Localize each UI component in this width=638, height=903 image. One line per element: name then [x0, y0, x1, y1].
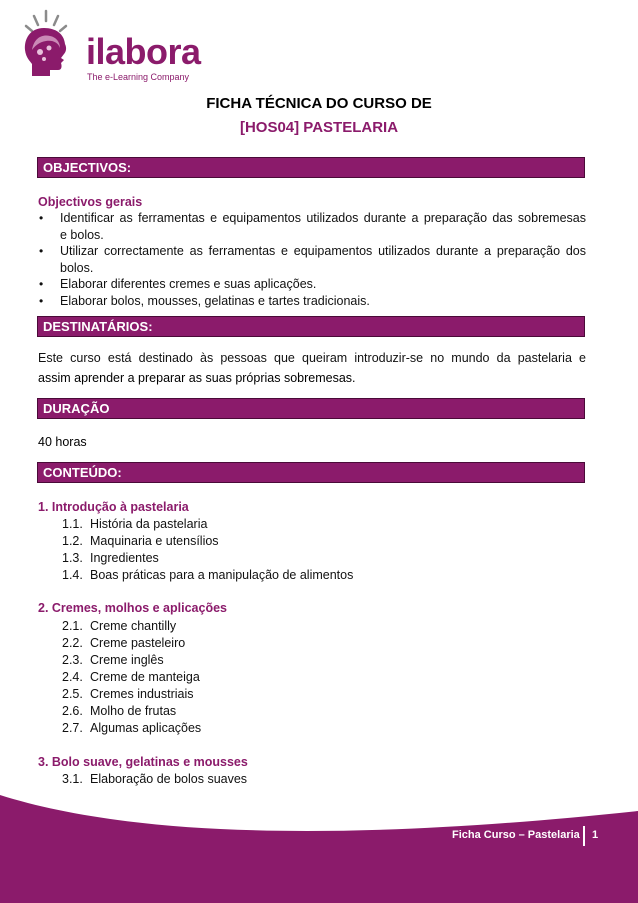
- objective-item-continued: e bolos.: [60, 228, 104, 242]
- topic-item: Creme pasteleiro: [90, 636, 186, 650]
- objective-item: Elaborar diferentes cremes e suas aplicações.: [60, 277, 317, 291]
- section-header-label: DESTINATÁRIOS:: [43, 319, 153, 334]
- audience-text-line2: assim aprender a preparar as suas próprias sobremesas.: [38, 371, 356, 385]
- objectives-subheading: Objectivos gerais: [38, 195, 143, 209]
- bullet-icon: •: [39, 244, 44, 258]
- objective-item: Identificar as ferramentas e equipamentos utilizados durante a preparação das sobremesas: [60, 211, 586, 225]
- section-header-label: OBJECTIVOS:: [43, 160, 132, 175]
- topic-item: Elaboração de bolos suaves: [90, 772, 248, 786]
- duration-value: 40 horas: [38, 435, 87, 449]
- section-header-destinatarios: [37, 316, 585, 337]
- module-title: 2. Cremes, molhos e aplicações: [38, 601, 227, 615]
- objective-item: Utilizar correctamente as ferramentas e equipamentos utilizados durante a preparação dos: [60, 244, 586, 258]
- topic-number: 3.1.: [62, 772, 83, 786]
- topic-number: 2.1.: [62, 619, 83, 633]
- footer-label: Ficha Curso – Pastelaria: [452, 829, 580, 841]
- footer-separator: [583, 826, 585, 846]
- topic-number: 2.4.: [62, 670, 83, 684]
- topic-item: Cremes industriais: [90, 687, 194, 701]
- logo-tagline: The e-Learning Company: [87, 72, 190, 82]
- topic-number: 1.4.: [62, 568, 83, 582]
- topic-item: Algumas aplicações: [90, 721, 202, 735]
- page-number: 1: [592, 829, 599, 841]
- topic-item: Molho de frutas: [90, 704, 177, 718]
- topic-item: Boas práticas para a manipulação de alimentos: [90, 568, 354, 582]
- document-title: FICHA TÉCNICA DO CURSO DE: [206, 95, 432, 112]
- footer-band: [0, 795, 638, 903]
- section-header-label: DURAÇÃO: [43, 401, 110, 416]
- module-title: 1. Introdução à pastelaria: [38, 500, 189, 514]
- topic-number: 1.1.: [62, 517, 83, 531]
- topic-number: 2.2.: [62, 636, 83, 650]
- topic-number: 2.3.: [62, 653, 83, 667]
- section-header-objectivos: [37, 157, 585, 178]
- topic-number: 2.5.: [62, 687, 83, 701]
- logo-wordmark: ilabora: [86, 31, 201, 72]
- bullet-icon: •: [39, 211, 44, 225]
- logo: [20, 8, 220, 88]
- topic-number: 1.3.: [62, 551, 83, 565]
- topic-number: 2.7.: [62, 721, 83, 735]
- topic-item: Creme chantilly: [90, 619, 177, 633]
- objective-item-continued: bolos.: [60, 261, 94, 275]
- section-header-duracao: [37, 398, 585, 419]
- section-header-conteudo: [37, 462, 585, 483]
- topic-item: Creme de manteiga: [90, 670, 200, 684]
- topic-number: 1.2.: [62, 534, 83, 548]
- topic-item: Creme inglês: [90, 653, 164, 667]
- topic-item: Ingredientes: [90, 551, 159, 565]
- module-title: 3. Bolo suave, gelatinas e mousses: [38, 755, 248, 769]
- bullet-icon: •: [39, 294, 44, 308]
- head-brain-logo-icon: [20, 8, 90, 88]
- audience-text-line1: Este curso está destinado às pessoas que queiram introduzir-se no mundo da pastelaria e: [38, 351, 586, 365]
- objective-item: Elaborar bolos, mousses, gelatinas e tartes tradicionais.: [60, 294, 370, 308]
- course-title: [HOS04] PASTELARIA: [239, 119, 399, 136]
- bullet-icon: •: [39, 277, 44, 291]
- topic-item: Maquinaria e utensílios: [90, 534, 219, 548]
- topic-number: 2.6.: [62, 704, 83, 718]
- section-header-label: CONTEÚDO:: [43, 465, 122, 480]
- topic-item: História da pastelaria: [90, 517, 208, 531]
